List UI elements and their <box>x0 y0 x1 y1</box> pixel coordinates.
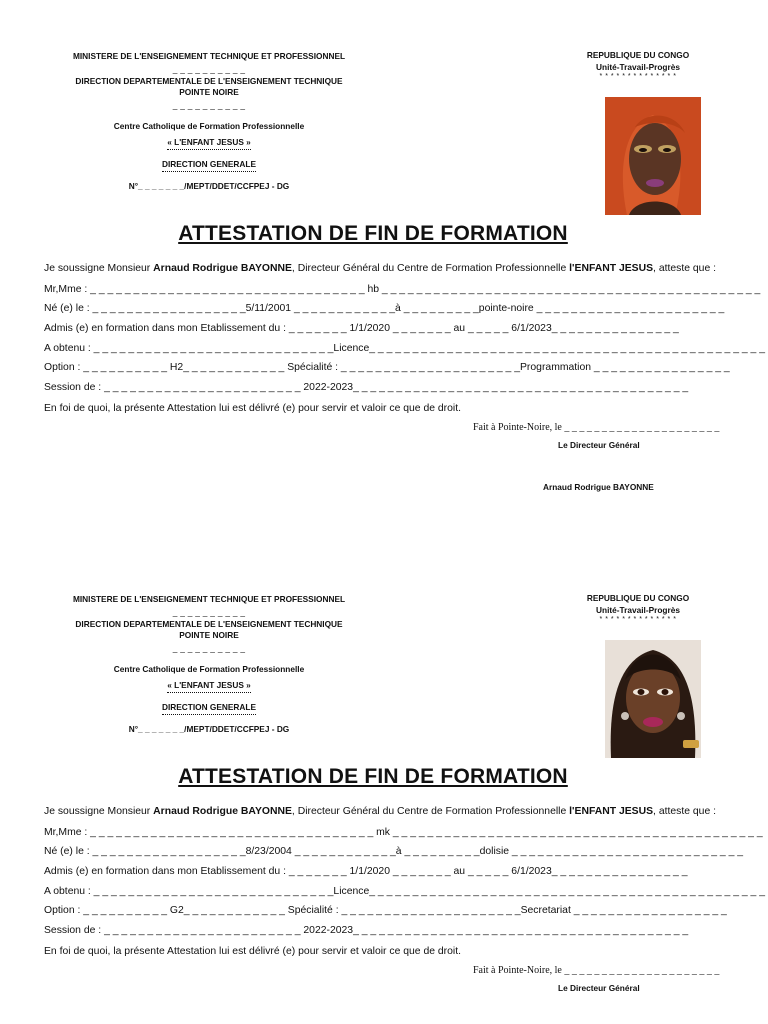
birth-line: Né (e) le : _ _ _ _ _ _ _ _ _ _ _ _ _ _ _ _ _ _5/11/2001 _ _ _ _ _ _ _ _ _ _ _ _à _ _ _ _ _ _ _ _ _pointe-noire _ _ _ _ _ _ _ _ _ _ _ _ _ _ _ _ _ _ _ _ _ _ <box>44 303 725 314</box>
ministry-header <box>40 51 378 192</box>
option-line: Option : _ _ _ _ _ _ _ _ _ _ G2_ _ _ _ _ _ _ _ _ _ _ _ Spécialité : _ _ _ _ _ _ _ _ _ _ _ _ _ _ _ _ _ _ _ _ _Secretariat _ _ _ _ _ _ _ _ _ _ _ _ _ _ _ _ _ _ <box>44 905 727 916</box>
stars-divider: * * * * * * * * * * * * * * <box>599 73 677 80</box>
closing-line: En foi de quoi, la présente Attestation lui est délivré (e) pour servir et valoir ce que de droit. <box>44 946 462 957</box>
direction-line-1: DIRECTION DEPARTEMENTALE DE L'ENSEIGNEMENT TECHNIQUE <box>75 76 343 86</box>
separator: _ _ _ _ _ _ _ _ _ _ <box>172 643 246 653</box>
centre-name: Centre Catholique de Formation Professionnelle <box>113 664 305 674</box>
direction-line-2: POINTE NOIRE <box>179 630 239 640</box>
school-name: l'ENFANT JESUS <box>569 263 654 274</box>
republic-header <box>568 49 708 81</box>
admission-line: Admis (e) en formation dans mon Etablissement du : _ _ _ _ _ _ _ 1/1/2020 _ _ _ _ _ _ _ au _ _ _ _ _ 6/1/2023_ _ _ _ _ _ _ _ _ _ _ _ _ _ _ <box>44 323 679 334</box>
admission-line: Admis (e) en formation dans mon Etablissement du : _ _ _ _ _ _ _ 1/1/2020 _ _ _ _ _ _ _ au _ _ _ _ _ 6/1/2023_ _ _ _ _ _ _ _ _ _ _ _ _ _ _ _ <box>44 866 688 877</box>
signatory-title: Le Directeur Général <box>558 983 640 993</box>
republic-name: REPUBLIQUE DU CONGO <box>586 593 690 603</box>
student-photo <box>605 640 701 758</box>
separator: _ _ _ _ _ _ _ _ _ _ <box>172 607 246 617</box>
birth-line: Né (e) le : _ _ _ _ _ _ _ _ _ _ _ _ _ _ _ _ _ _8/23/2004 _ _ _ _ _ _ _ _ _ _ _ _à _ _ _ _ _ _ _ _ _dolisie _ _ _ _ _ _ _ _ _ _ _ _ _ _ _ _ _ _ _ _ _ _ _ _ _ _ _ <box>44 846 744 857</box>
republic-name: REPUBLIQUE DU CONGO <box>586 50 690 60</box>
republic-motto: Unité-Travail-Progrès <box>596 605 680 615</box>
student-photo <box>605 97 701 215</box>
centre-name: Centre Catholique de Formation Professionnelle <box>113 121 305 131</box>
signatory-name: Arnaud Rodrigue BAYONNE <box>543 482 654 492</box>
centre-school-name: « L'ENFANT JESUS » <box>167 137 251 150</box>
closing-line: En foi de quoi, la présente Attestation lui est délivré (e) pour servir et valoir ce que de droit. <box>44 403 462 414</box>
option-line: Option : _ _ _ _ _ _ _ _ _ _ H2_ _ _ _ _ _ _ _ _ _ _ _ Spécialité : _ _ _ _ _ _ _ _ _ _ _ _ _ _ _ _ _ _ _ _ _Programmation _ _ _ _ _ _ _ _ _ _ _ _ _ _ _ _ <box>44 362 730 373</box>
director-name: Arnaud Rodrigue BAYONNE <box>153 263 292 274</box>
session-line: Session de : _ _ _ _ _ _ _ _ _ _ _ _ _ _ _ _ _ _ _ _ _ _ _ 2022-2023_ _ _ _ _ _ _ _ _ _ _ _ _ _ _ _ _ _ _ _ _ _ _ _ _ _ _ _ _ _ _ _ _ _ _ _ _ _ _ <box>44 925 689 936</box>
diploma-line: A obtenu : _ _ _ _ _ _ _ _ _ _ _ _ _ _ _ _ _ _ _ _ _ _ _ _ _ _ _ _Licence_ _ _ _ _ _ _ _ _ _ _ _ _ _ _ _ _ _ _ _ _ _ _ _ _ _ _ _ _ _ _ _ _ _ _ _ _ _ _ _ _ _ _ _ _ _ <box>44 343 765 354</box>
name-line: Mr,Mme : _ _ _ _ _ _ _ _ _ _ _ _ _ _ _ _ _ _ _ _ _ _ _ _ _ _ _ _ _ _ _ _ hb _ _ _ _ _ _ _ _ _ _ _ _ _ _ _ _ _ _ _ _ _ _ _ _ _ _ _ _ _ _ _ _ _ _ _ _ _ _ _ _ _ _ _ _ <box>44 284 761 295</box>
school-name: l'ENFANT JESUS <box>569 806 654 817</box>
certificate-2 <box>0 543 768 1024</box>
ministry-header <box>40 594 378 735</box>
direction-generale: DIRECTION GENERALE <box>162 159 256 172</box>
portrait-image-icon <box>605 97 701 215</box>
session-line: Session de : _ _ _ _ _ _ _ _ _ _ _ _ _ _ _ _ _ _ _ _ _ _ _ 2022-2023_ _ _ _ _ _ _ _ _ _ _ _ _ _ _ _ _ _ _ _ _ _ _ _ _ _ _ _ _ _ _ _ _ _ _ _ _ _ _ <box>44 382 689 393</box>
reference-number: N°_ _ _ _ _ _ _/MEPT/DDET/CCFPEJ - DG <box>128 724 290 734</box>
intro-line: Je soussigne Monsieur Arnaud Rodrigue BAYONNE, Directeur Général du Centre de Formation Professionnelle l'ENFANT JESUS, atteste que : <box>44 263 717 274</box>
ministry-name: MINISTERE DE L'ENSEIGNEMENT TECHNIQUE ET PROFESSIONNEL <box>72 594 346 604</box>
reference-number: N°_ _ _ _ _ _ _/MEPT/DDET/CCFPEJ - DG <box>128 181 290 191</box>
republic-header <box>568 592 708 624</box>
diploma-line: A obtenu : _ _ _ _ _ _ _ _ _ _ _ _ _ _ _ _ _ _ _ _ _ _ _ _ _ _ _ _Licence_ _ _ _ _ _ _ _ _ _ _ _ _ _ _ _ _ _ _ _ _ _ _ _ _ _ _ _ _ _ _ _ _ _ _ _ _ _ _ _ _ _ _ _ _ _ <box>44 886 765 897</box>
place-date-line: Fait à Pointe-Noire, le _ _ _ _ _ _ _ _ _ _ _ _ _ _ _ _ _ _ _ _ _ <box>473 965 720 976</box>
director-name: Arnaud Rodrigue BAYONNE <box>153 806 292 817</box>
intro-line: Je soussigne Monsieur Arnaud Rodrigue BAYONNE, Directeur Général du Centre de Formation Professionnelle l'ENFANT JESUS, atteste que : <box>44 806 717 817</box>
certificate-title: ATTESTATION DE FIN DE FORMATION <box>178 222 568 245</box>
direction-generale: DIRECTION GENERALE <box>162 702 256 715</box>
ministry-name: MINISTERE DE L'ENSEIGNEMENT TECHNIQUE ET PROFESSIONNEL <box>72 51 346 61</box>
name-line: Mr,Mme : _ _ _ _ _ _ _ _ _ _ _ _ _ _ _ _ _ _ _ _ _ _ _ _ _ _ _ _ _ _ _ _ _ mk _ _ _ _ _ _ _ _ _ _ _ _ _ _ _ _ _ _ _ _ _ _ _ _ _ _ _ _ _ _ _ _ _ _ _ _ _ _ _ _ _ _ _ <box>44 827 763 838</box>
certificate-title: ATTESTATION DE FIN DE FORMATION <box>178 765 568 788</box>
separator: _ _ _ _ _ _ _ _ _ _ <box>172 64 246 74</box>
direction-line-2: POINTE NOIRE <box>179 87 239 97</box>
direction-line-1: DIRECTION DEPARTEMENTALE DE L'ENSEIGNEMENT TECHNIQUE <box>75 619 343 629</box>
place-date-line: Fait à Pointe-Noire, le _ _ _ _ _ _ _ _ _ _ _ _ _ _ _ _ _ _ _ _ _ <box>473 422 720 433</box>
republic-motto: Unité-Travail-Progrès <box>596 62 680 72</box>
signatory-title: Le Directeur Général <box>558 440 640 450</box>
separator: _ _ _ _ _ _ _ _ _ _ <box>172 100 246 110</box>
portrait-image-icon <box>605 640 701 758</box>
stars-divider: * * * * * * * * * * * * * * <box>599 616 677 623</box>
centre-school-name: « L'ENFANT JESUS » <box>167 680 251 693</box>
